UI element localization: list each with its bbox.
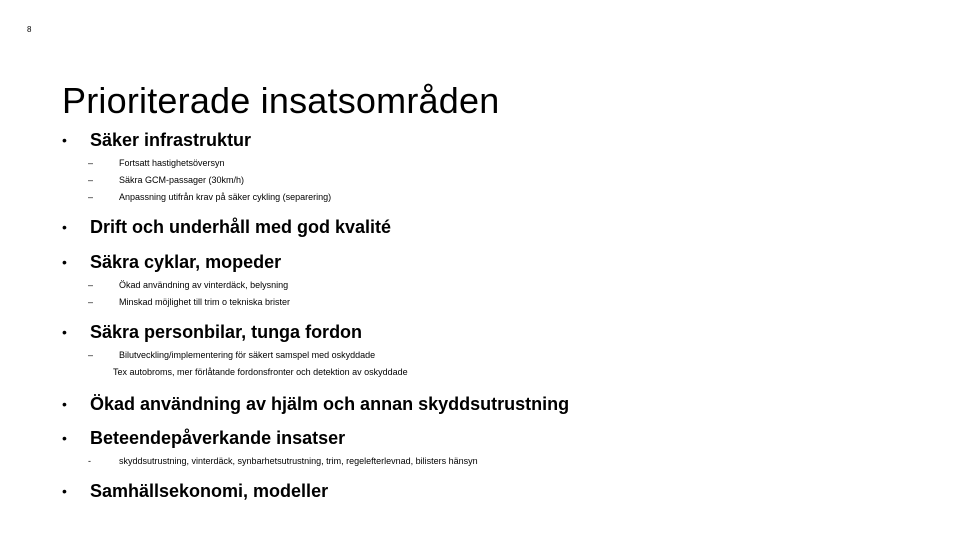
bullet-item bbox=[62, 211, 942, 243]
sub-item bbox=[62, 278, 942, 295]
bullet-dot: • bbox=[62, 483, 67, 499]
sub-text: Säkra GCM-passager (30km/h) bbox=[119, 175, 245, 185]
bullet-item bbox=[62, 246, 942, 278]
sub-marker: – bbox=[88, 175, 94, 185]
sub-item bbox=[62, 295, 942, 312]
bullet-label: Drift och underhåll med god kvalité bbox=[90, 216, 392, 237]
bullet-item bbox=[62, 316, 942, 348]
bullet-label: Ökad användning av hjälm och annan skyddsutrustning bbox=[90, 393, 570, 414]
sub-text: skyddsutrustning, vinterdäck, synbarhetsutrustning, trim, regelefterlevnad, bilisters hänsyn bbox=[119, 456, 478, 466]
bullet-dot: • bbox=[62, 254, 67, 270]
sub-item bbox=[62, 173, 942, 190]
bullet-item bbox=[62, 422, 942, 454]
bullet-item bbox=[62, 388, 942, 420]
bullet-item bbox=[62, 124, 942, 156]
bullet-label: Samhällsekonomi, modeller bbox=[90, 480, 329, 501]
sub-marker: – bbox=[88, 192, 94, 202]
bullet-dot: • bbox=[62, 324, 67, 340]
sub-item bbox=[62, 156, 942, 173]
sub-text: Bilutveckling/implementering för säkert samspel med oskyddade bbox=[119, 350, 376, 360]
sub-marker: – bbox=[88, 158, 94, 168]
sub-marker: – bbox=[88, 350, 94, 360]
sub-marker: – bbox=[88, 297, 94, 307]
sub-text: Fortsatt hastighetsöversyn bbox=[119, 158, 225, 168]
slide-number: 8 bbox=[27, 25, 32, 34]
bullet-label: Säkra personbilar, tunga fordon bbox=[90, 321, 363, 342]
bullet-dot: • bbox=[62, 132, 67, 148]
sub-text: Ökad användning av vinterdäck, belysning bbox=[119, 280, 289, 290]
continuation-text: Tex autobroms, mer förlåtande fordonsfronter och detektion av oskyddade bbox=[113, 367, 408, 377]
bullet-dot: • bbox=[62, 430, 67, 446]
bullet-list bbox=[62, 124, 942, 507]
sub-item bbox=[62, 348, 942, 365]
sub-item bbox=[62, 190, 942, 207]
sub-marker: – bbox=[88, 280, 94, 290]
bullet-label: Säkra cyklar, mopeder bbox=[90, 251, 282, 272]
bullet-dot: • bbox=[62, 219, 67, 235]
sub-marker: - bbox=[88, 456, 91, 466]
bullet-label: Beteendepåverkande insatser bbox=[90, 427, 346, 448]
bullet-item bbox=[62, 475, 942, 507]
sub-item bbox=[62, 454, 942, 471]
bullet-label: Säker infrastruktur bbox=[90, 129, 252, 150]
sub-text: Minskad möjlighet till trim o tekniska brister bbox=[119, 297, 291, 307]
sub-text: Anpassning utifrån krav på säker cykling (separering) bbox=[119, 192, 332, 202]
slide-title: Prioriterade insatsområden bbox=[62, 80, 500, 121]
sub-continuation bbox=[62, 365, 942, 382]
bullet-dot: • bbox=[62, 396, 67, 412]
